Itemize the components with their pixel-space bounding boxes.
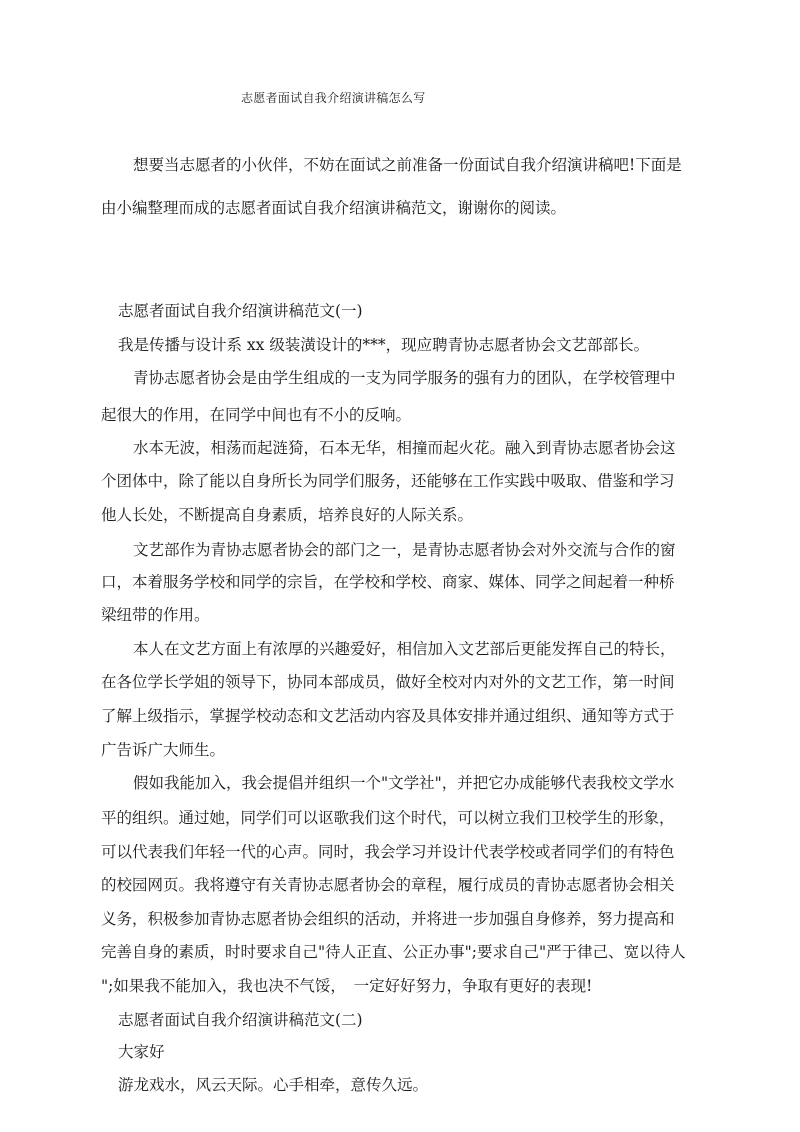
- paragraph-line: 本人在文艺方面上有浓厚的兴趣爱好，相信加入文艺部后更能发挥自己的特长，: [133, 640, 676, 658]
- paragraph-line: 可以代表我们年轻一代的心声。同时，我会学习并设计代表学校或者同学们的有特色: [101, 843, 675, 861]
- paragraph-line: 假如我能加入，我会提倡并组织一个"文学社"，并把它办成能够代表我校文学水: [133, 774, 675, 792]
- paragraph-line: 文艺部作为青协志愿者协会的部门之一，是青协志愿者协会对外交流与合作的窗: [133, 541, 676, 559]
- paragraph-line: 我是传播与设计系 xx 级装潢设计的***，现应聘青协志愿者协会文艺部部长。: [118, 336, 650, 354]
- paragraph-line: 的校园网页。我将遵守有关青协志愿者协会的章程，履行成员的青协志愿者协会相关: [101, 876, 675, 894]
- paragraph-line: 起很大的作用，在同学中间也有不小的反响。: [101, 406, 412, 424]
- paragraph-line: 个团体中，除了能以自身所长为同学们服务，还能够在工作实践中吸取、借鉴和学习: [101, 472, 675, 490]
- section-heading-1: 志愿者面试自我介绍演讲稿范文(一): [118, 302, 363, 320]
- intro-line: 想要当志愿者的小伙伴，不妨在面试之前准备一份面试自我介绍演讲稿吧!下面是: [133, 156, 682, 174]
- paragraph-line: 平的组织。通过她，同学们可以讴歌我们这个时代，可以树立我们卫校学生的形象，: [101, 809, 675, 827]
- paragraph-line: 游龙戏水，风云天际。心手相牵，意传久远。: [118, 1076, 429, 1094]
- paragraph-line: 完善自身的素质，时时要求自己"待人正直、公正办事";要求自己"严于律己、宽以待人: [101, 943, 686, 961]
- paragraph-line: 了解上级指示，掌握学校动态和文艺活动内容及具体安排并通过组织、通知等方式于: [101, 707, 675, 725]
- paragraph-line: 水本无波，相荡而起涟猗，石本无华，相撞而起火花。融入到青协志愿者协会这: [133, 439, 676, 457]
- paragraph-line: 广告诉广大师生。: [101, 741, 226, 759]
- paragraph-line: 青协志愿者协会是由学生组成的一支为同学服务的强有力的团队，在学校管理中: [133, 369, 676, 387]
- paragraph-line: 义务，积极参加青协志愿者协会组织的活动，并将进一步加强自身修养，努力提高和: [101, 910, 675, 928]
- paragraph-line: 口，本着服务学校和同学的宗旨，在学校和学校、商家、媒体、同学之间起着一种桥: [101, 573, 675, 591]
- section-heading-2: 志愿者面试自我介绍演讲稿范文(二): [118, 1011, 363, 1029]
- intro-line: 由小编整理而成的志愿者面试自我介绍演讲稿范文，谢谢你的阅读。: [101, 199, 567, 217]
- document-title: 志愿者面试自我介绍演讲稿怎么写: [241, 91, 426, 105]
- paragraph-line: 他人长处，不断提高自身素质，培养良好的人际关系。: [101, 506, 474, 524]
- paragraph-line: 在各位学长学姐的领导下，协同本部成员，做好全校对内对外的文艺工作，第一时间: [101, 673, 675, 691]
- paragraph-line: ";如果我不能加入，我也决不气馁， 一定好好努力，争取有更好的表现!: [101, 977, 593, 995]
- paragraph-line: 梁纽带的作用。: [101, 606, 210, 624]
- greeting-line: 大家好: [118, 1043, 165, 1061]
